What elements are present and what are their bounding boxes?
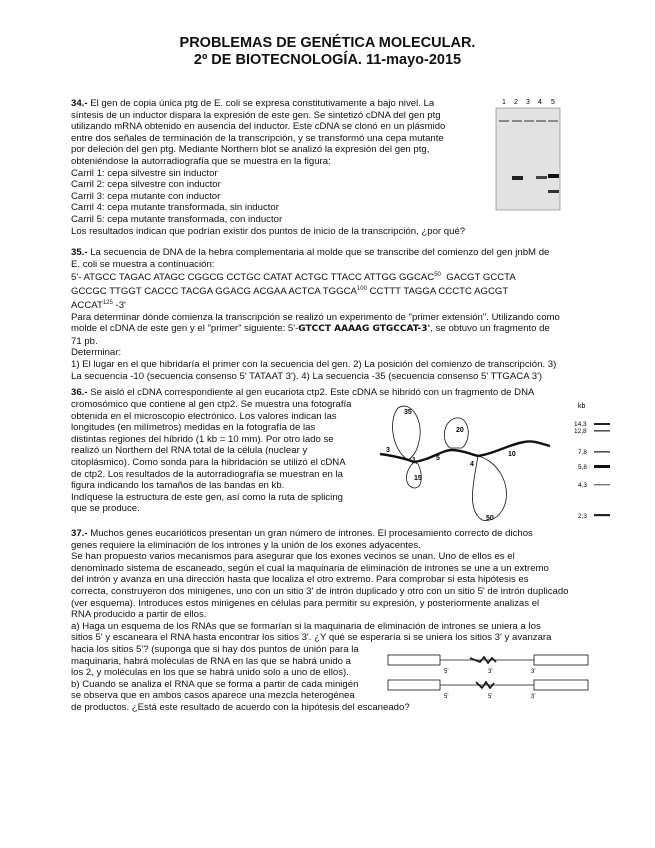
length-label: 50 (486, 515, 494, 522)
page-subtitle: 2º DE BIOTECNOLOGÍA. 11-mayo-2015 (193, 52, 462, 68)
problem-37: 37.- Muchos genes eucarióticos presentan un gran número de intrones. El procesamiento correcto de dichos genes requiere la eliminación de los intrones y la unión de los exones adyacentes. Se han propuesto varios mecanismos para asegurar que los exones vecinos se unan. Uno de ellos es el denominado sistema de escaneado, según el cual la maquinaria de eliminación de intrones se une a un extremo del intrón y avanza en una dirección hasta que localiza el otro extremo. Para comprobar si esta hipótesis es correcta, construyeron dos minigenes, uno con un sitio 3' de intrón duplicado y otro con un sitio 5' de intrón duplicado (ver esquema). Introduces estos minigenes en células para permitir su expresión, y posteriormente analizas el RNA producido a partir de ellos. a) Haga un esquema de los RNAs que se formarían si la maquinaria de eliminación de intrones se uniera a los sitios 5' y escaneara el RNA hasta encontrar los sitios 3'. ¿Y qué se esperaría si se uniera los sitios 3' y avanzara hacia los sitios 5'? (suponga que si hay dos puntos de unión para la maquinaria, habrá moléculas de RNA en las que se habrá unido a los 2, y moléculas en los que se habrá unido solo a uno de ellos). b) Cuando se analiza el RNA que se forma a partir de cada minigén se observa que en ambos casos aparece una mezcla heterogénea de productos. ¿Está este resultado de acuerdo con la hipótesis del escaneado? (71, 528, 569, 713)
length-label: 15 (414, 475, 422, 482)
site-label: 5' (488, 694, 493, 700)
exon-box (534, 655, 588, 665)
site-label: 5' (444, 669, 449, 675)
lane-label: 2 (514, 99, 518, 106)
problem-35-number: 35.- (71, 247, 88, 258)
band (594, 484, 610, 485)
site-label: 5' (444, 694, 449, 700)
problem-34-number: 34.- (71, 98, 88, 109)
page-title: PROBLEMAS DE GENÉTICA MOLECULAR. (179, 35, 476, 51)
band (548, 120, 558, 122)
band (524, 120, 534, 122)
minigene-figure (384, 650, 594, 700)
problem-36: cromosómico que contiene al gen ctp2. Se muestra una fotografía obtenida en el microscopio electrónico. Los valores indican las longitudes (en milímetros) medidas en la fotografía de las distintas regiones del híbrido (1 kb = 10 mm). Por otro lado se realizó un Northern del RNA total de la célula (nuclear y citoplásmico). Como sonda para la hibridación se utilizó el cDNA de ctp2. Los resultados de la autorradiografía se muestran en la figura indicando los tamaños de las bandas en kb. Indíquese la estructura de este gen, así como la ruta de splicing que se produce. (71, 399, 352, 515)
band (512, 120, 522, 122)
kb-axis-label: kb (578, 403, 586, 410)
blot-membrane (496, 108, 560, 210)
exon-box (388, 680, 440, 690)
primer-sequence: GTCCT AAAAG GTGCCAT-3' (298, 324, 431, 335)
sequence-line-2: GCCGC TTGGT CACCC TACGA GGACG ACGAA ACTCA TGGCA$^{100}$ CCTTT TAGGA CCCTC AGCGT (71, 285, 509, 298)
band (594, 430, 610, 432)
sequence-line-3: ACCAT$^{125}$ -3' (71, 299, 126, 311)
band (594, 423, 610, 425)
length-label: 10 (508, 451, 516, 458)
length-label: 1 (412, 457, 416, 464)
kb-value: 7,8 (578, 449, 588, 456)
band (536, 176, 547, 179)
band (594, 465, 610, 468)
problem-36-first-line: 36.- Se aisló el cDNA correspondiente al gen eucariota ctp2. Este cDNA se hibridó con un fragmento de DNA (71, 387, 535, 398)
problem-34: 34.- El gen de copia única ptg de E. coli se expresa constitutivamente a bajo nivel. La síntesis de un inductor dispara la expresión de este gen. Se sintetizó cDNA del gen ptg utilizando mRNA obtenido en ausencia del inductor. Este cDNA se clonó en un plásmido entre dos señales de terminación de la transcripción, y se transformó una cepa mutante por deleción del gen ptg. Mediante Northern blot se analizó la expresión del gen ptg, obteniéndose la autorradiografía que se muestra en la figura: Carril 1: cepa silvestre sin inductor Carril 2: cepa silvestre con inductor Carril 3: cepa mutante con inductor Carril 4: cepa mutante transformada, sin inductor Carril 5: cepa mutante transformada, con inductor Los resultados indican que podrían existir dos puntos de inicio de la transcripción, ¿por qué? (71, 98, 466, 237)
lane-label: 1 (502, 99, 506, 106)
band (548, 174, 559, 178)
kb-value: 2,3 (578, 513, 588, 520)
northern-blot-figure (492, 96, 566, 214)
lane-label: 5 (551, 99, 555, 106)
northern-kb-figure (564, 398, 624, 524)
kb-value: 5,8 (578, 464, 588, 471)
kb-value: 14,3 (574, 421, 587, 428)
length-label: 4 (470, 461, 474, 468)
lane-label: 4 (538, 99, 542, 106)
band (594, 451, 610, 453)
problem-36-number: 36.- (71, 387, 88, 398)
kb-value: 12,8 (574, 428, 587, 435)
band (536, 120, 546, 122)
electron-micrograph-figure (374, 400, 560, 526)
sequence-line-1: 5'- ATGCC TAGAC ATAGC CGGCG CCTGC CATAT ACTGC TTACC ATTGG GGCAC$^{50}$ GACGT GCCTA (71, 272, 516, 284)
length-label: 3 (386, 447, 390, 454)
site-label: 3' (531, 669, 536, 675)
length-label: 35 (404, 409, 412, 416)
band (594, 514, 610, 516)
loop-50 (472, 456, 506, 520)
kb-value: 4,3 (578, 482, 588, 489)
band (512, 176, 523, 180)
lane-label: 3 (526, 99, 530, 106)
band (548, 190, 559, 193)
length-label: 5 (436, 455, 440, 462)
band (499, 120, 509, 122)
exon-box (388, 655, 440, 665)
length-label: 20 (456, 427, 464, 434)
site-label: 3' (531, 694, 536, 700)
site-label: 3' (488, 669, 493, 675)
problem-35: 35.- La secuencia de DNA de la hebra complementaria al molde que se transcribe del comienzo del gen jnbM de E. coli se muestra a continuación: 5'- ATGCC TAGAC ATAGC CGGCG CCTGC CATAT ACTGC TTACC ATTGG GGCAC$^{50}$ GACGT GCCTA GCCGC TTGGT CACCC TACGA GGACG ACGAA ACTCA TGGCA$^{100}$ CCTTT TAGGA CCCTC AGCGT ACCAT$^{125}$ -3' Para determinar dónde comienza la transcripción se realizó un experimento de "primer extensión". Utilizando como molde el cDNA de este gen y el "primer" siguiente: 5'-GTCCT AAAAG GTGCCAT-3', se obtuvo un fragmento de 71 pb. Determinar: 1) El lugar en el que hibridaría el primer con la secuencia del gen. 2) La posición del comienzo de transcripción. 3) La secuencia -10 (secuencia consenso 5' TATAAT 3'). 4) La secuencia -35 (secuencia consenso 5' TTGACA 3') (71, 247, 591, 382)
exon-box (534, 680, 588, 690)
problem-37-number: 37.- (71, 528, 88, 539)
